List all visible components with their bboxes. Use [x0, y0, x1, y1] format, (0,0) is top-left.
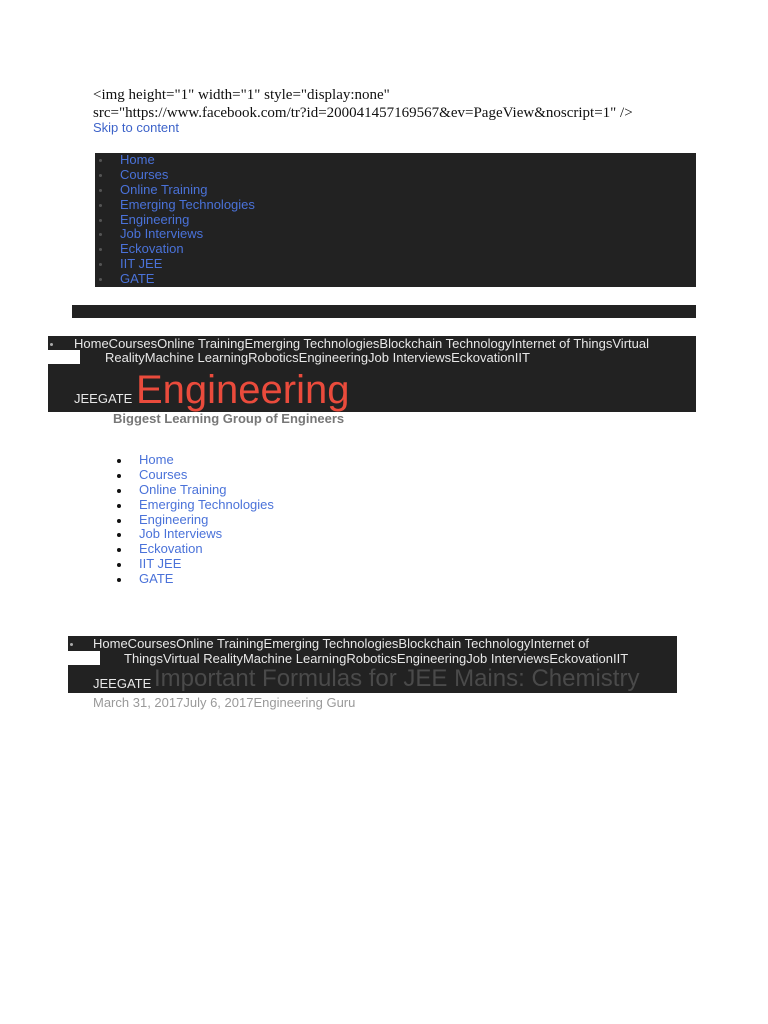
nav2-item-iit-jee: [116, 557, 274, 572]
nav-item-eckovation: [95, 242, 696, 257]
header-menu-line-2[interactable]: RealityMachine LearningRoboticsEngineeringJob InterviewsEckovationIIT: [105, 350, 530, 365]
nav2-link-eckovation[interactable]: Eckovation: [139, 541, 203, 557]
nav2-item-engineering: [116, 513, 274, 528]
nav2-item-job-interviews: [116, 527, 274, 542]
primary-nav-list: [95, 153, 696, 287]
skip-to-content-link[interactable]: Skip to content: [93, 120, 179, 135]
nav-link-emerging-technologies[interactable]: Emerging Technologies: [120, 196, 255, 212]
nav-link-eckovation[interactable]: Eckovation: [120, 241, 184, 257]
nav2-item-home: [116, 453, 274, 468]
noscript-line-2: src="https://www.facebook.com/tr?id=200041457169567&ev=PageView&noscript=1" />: [93, 105, 633, 121]
post-header: [68, 636, 677, 693]
noscript-line-1: <img height="1" width="1" style="display:none": [93, 87, 390, 103]
nav-item-courses: [95, 168, 696, 183]
secondary-nav: [116, 453, 274, 587]
menu-bullet: [50, 343, 53, 346]
nav2-item-online-training: [116, 483, 274, 498]
nav2-link-job-interviews[interactable]: Job Interviews: [139, 526, 223, 542]
nav-link-engineering[interactable]: Engineering: [120, 211, 190, 227]
nav2-link-iit-jee[interactable]: IIT JEE: [139, 556, 182, 572]
nav2-item-emerging-technologies: [116, 498, 274, 513]
nav-link-home[interactable]: Home: [120, 152, 155, 167]
post-menu-line-2[interactable]: ThingsVirtual RealityMachine LearningRoboticsEngineeringJob InterviewsEckovationIIT: [124, 651, 629, 666]
nav-item-iit-jee: [95, 257, 696, 272]
nav-link-courses[interactable]: Courses: [120, 166, 169, 182]
post-author[interactable]: Engineering Guru: [253, 695, 356, 710]
post-menu-bullet: [70, 643, 73, 646]
nav2-link-engineering[interactable]: Engineering: [139, 511, 209, 527]
post-published-date[interactable]: March 31, 2017: [93, 695, 184, 710]
primary-nav: [95, 153, 696, 287]
site-tagline: Biggest Learning Group of Engineers: [113, 411, 345, 426]
site-title[interactable]: Engineering: [136, 368, 350, 412]
nav2-link-emerging-technologies[interactable]: Emerging Technologies: [139, 496, 274, 512]
post-menu-line-3[interactable]: JEEGATE: [93, 676, 152, 691]
nav-item-engineering: [95, 213, 696, 228]
nav2-item-gate: [116, 572, 274, 587]
nav-link-gate[interactable]: GATE: [120, 271, 155, 287]
separator-bar: [72, 305, 696, 318]
post-updated-date: July 6, 2017: [183, 695, 254, 710]
post-title: Important Formulas for JEE Mains: Chemistry: [154, 665, 640, 692]
nav2-link-gate[interactable]: GATE: [139, 571, 174, 587]
nav2-item-eckovation: [116, 542, 274, 557]
nav-link-online-training[interactable]: Online Training: [120, 181, 208, 197]
nav-item-home: [95, 153, 696, 168]
nav-item-emerging-technologies: [95, 198, 696, 213]
header-menu-line-1[interactable]: HomeCoursesOnline TrainingEmerging TechnologiesBlockchain TechnologyInternet of ThingsVirtual: [74, 336, 649, 351]
nav2-link-courses[interactable]: Courses: [139, 466, 188, 482]
post-menu-line-1[interactable]: HomeCoursesOnline TrainingEmerging TechnologiesBlockchain TechnologyInternet of: [93, 636, 589, 651]
nav2-link-home[interactable]: Home: [139, 452, 174, 467]
nav-link-job-interviews[interactable]: Job Interviews: [120, 226, 204, 242]
header-notch: [48, 350, 80, 364]
post-meta: [93, 695, 355, 710]
nav-item-online-training: [95, 183, 696, 198]
header-menu-line-3[interactable]: JEEGATE: [74, 391, 133, 406]
secondary-nav-list: [116, 453, 274, 587]
site-header: [48, 336, 696, 412]
nav-item-job-interviews: [95, 227, 696, 242]
nav2-link-online-training[interactable]: Online Training: [139, 481, 227, 497]
nav-item-gate: [95, 272, 696, 287]
noscript-fallback-text: [93, 86, 733, 122]
nav-link-iit-jee[interactable]: IIT JEE: [120, 256, 163, 272]
post-header-notch: [68, 651, 100, 665]
nav2-item-courses: [116, 468, 274, 483]
